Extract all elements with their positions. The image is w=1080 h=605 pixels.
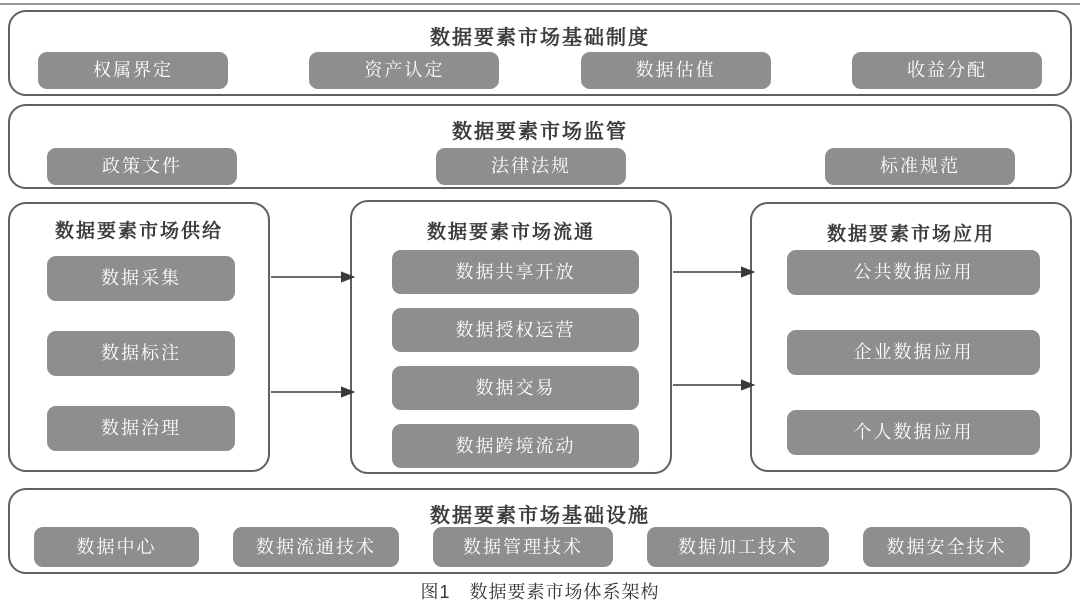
pill-item: 个人数据应用: [787, 410, 1040, 455]
section-title: 数据要素市场基础设施: [430, 505, 650, 527]
pill-column: [787, 250, 1040, 455]
pill-row: [34, 527, 1030, 567]
section-title: 数据要素市场监管: [452, 121, 628, 143]
pill-item: 数据中心: [34, 527, 199, 567]
pill-item: 数据治理: [47, 406, 235, 451]
pill-item: 权属界定: [38, 52, 228, 89]
section-basic-system: [8, 10, 1072, 96]
pill-item: 收益分配: [852, 52, 1042, 89]
pill-item: 政策文件: [47, 148, 237, 185]
pill-item: 数据标注: [47, 331, 235, 376]
section-title: 数据要素市场应用: [826, 224, 995, 245]
top-divider-line: [0, 3, 1080, 5]
figure-caption: 图1 数据要素市场体系架构: [420, 582, 660, 602]
section-title: 数据要素市场流通: [426, 222, 595, 243]
pill-row: [47, 148, 1015, 185]
section-application: [750, 202, 1072, 472]
pill-item: 企业数据应用: [787, 330, 1040, 375]
pill-item: 标准规范: [825, 148, 1015, 185]
pill-item: 数据加工技术: [647, 527, 829, 567]
section-title: 数据要素市场基础制度: [430, 27, 650, 49]
pill-column: [47, 256, 235, 451]
pill-item: 资产认定: [309, 52, 499, 89]
pill-item: 数据采集: [47, 256, 235, 301]
pill-item: 数据共享开放: [392, 250, 639, 294]
pill-item: 数据安全技术: [863, 527, 1030, 567]
pill-item: 数据管理技术: [433, 527, 613, 567]
section-supply: [8, 202, 270, 472]
section-regulation: [8, 104, 1072, 189]
pill-column: [392, 250, 639, 468]
pill-item: 数据估值: [581, 52, 771, 89]
pill-item: 数据跨境流动: [392, 424, 639, 468]
pill-row: [38, 52, 1042, 89]
section-title: 数据要素市场供给: [54, 221, 223, 242]
pill-item: 数据流通技术: [233, 527, 399, 567]
section-infrastructure: [8, 488, 1072, 574]
section-circulation: [350, 200, 672, 474]
pill-item: 数据授权运营: [392, 308, 639, 352]
pill-item: 法律法规: [436, 148, 626, 185]
pill-item: 数据交易: [392, 366, 639, 410]
pill-item: 公共数据应用: [787, 250, 1040, 295]
